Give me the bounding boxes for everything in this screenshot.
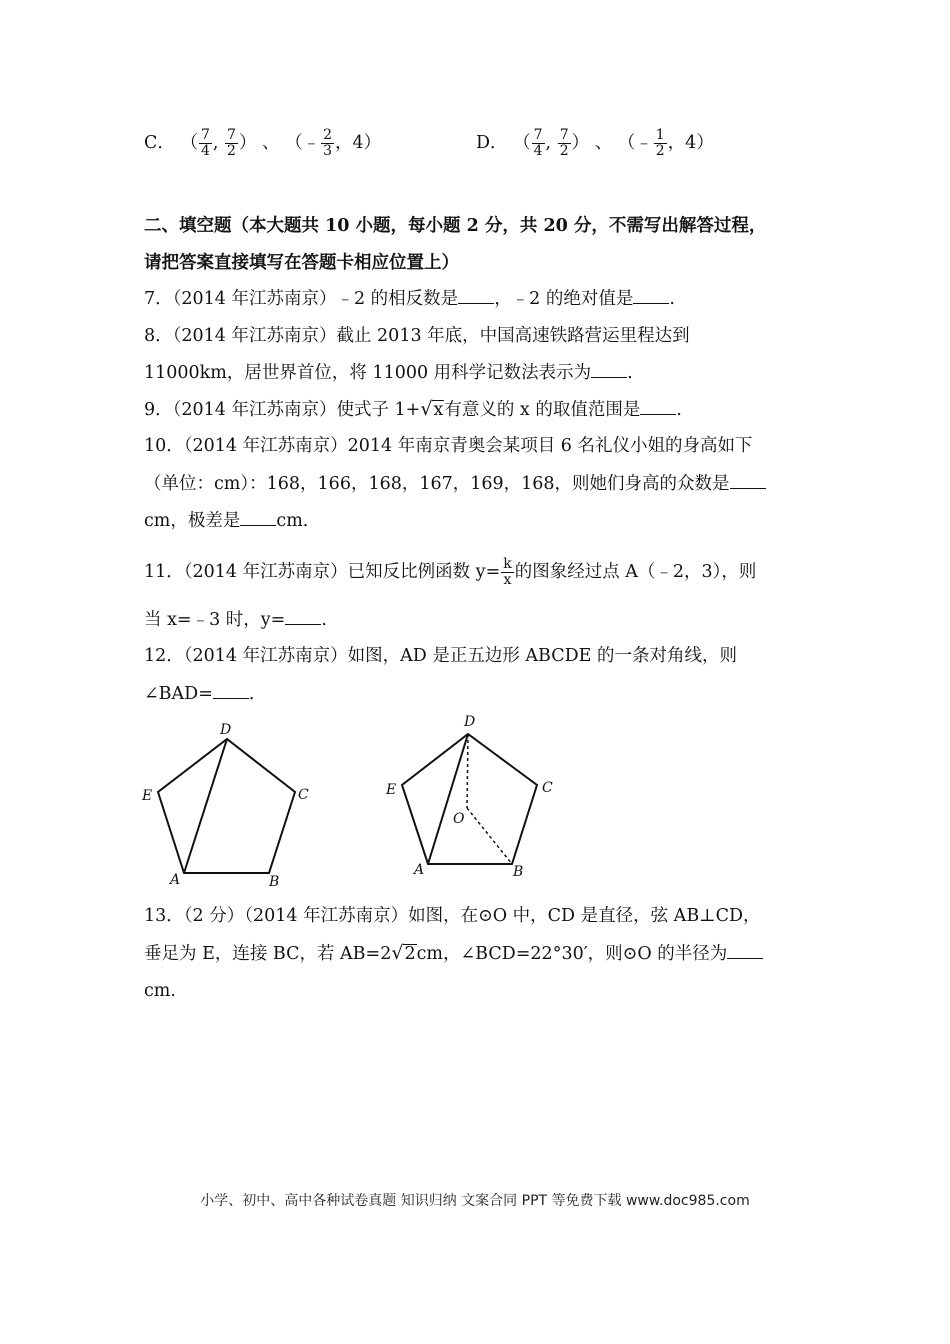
vertex-label-b: B [513, 864, 524, 880]
answer-blank [633, 289, 669, 304]
radical-sign: √ [391, 942, 404, 964]
vertex-label-c: C [542, 780, 553, 796]
fraction: $\frac{7}{4}$ [200, 127, 210, 159]
vertex-label-a: A [170, 872, 181, 888]
fraction: $\frac{k}{x}$ [503, 556, 512, 588]
pentagon-figure-1 [138, 716, 328, 888]
radical-sign: √ [420, 398, 433, 420]
section-heading-line1: 二、填空题（本大题共 10 小题，每小题 2 分，共 20 分，不需写出解答过程， [144, 216, 767, 236]
segment-ob [467, 808, 512, 864]
question-10-line1: 10．（2014 年江苏南京）2014 年南京青奥会某项目 6 名礼仪小姐的身高如下 [144, 436, 753, 456]
vertex-label-d: D [220, 722, 232, 738]
question-8-line2: 11000km，居世界首位，将 11000 用科学记数法表示为 . [144, 363, 633, 383]
question-10-line2: （单位：cm）：168，166，168，167，169，168，则她们身高的众数是 [144, 472, 766, 496]
answer-blank [640, 400, 676, 415]
question-13-line2: 垂足为 E，连接 BC，若 AB=2√2cm，∠BCD=22°30′，则⊙O 的半径为 [144, 941, 763, 966]
page-footer: 小学、初中、高中各种试卷真题 知识归纳 文案合同 PPT 等免费下载 www.doc985.com [200, 1193, 750, 1209]
vertex-label-e: E [142, 788, 153, 804]
answer-blank [591, 363, 627, 378]
question-10-line3: cm，极差是 cm. [144, 511, 309, 531]
answer-blank [730, 474, 766, 489]
fraction: $\frac{7}{4}$ [533, 127, 543, 159]
question-7: 7．（2014 年江苏南京）﹣2 的相反数是 ，﹣2 的绝对值是 . [144, 289, 675, 309]
pentagon-figure-2 [382, 712, 562, 884]
answer-blank [458, 289, 494, 304]
vertex-label-b: B [269, 874, 280, 888]
vertex-label-c: C [298, 787, 309, 803]
answer-blank [727, 944, 763, 959]
question-9: 9．（2014 年江苏南京）使式子 1+√x有意义的 x 的取值范围是 . [144, 398, 682, 420]
question-8-line1: 8．（2014 年江苏南京）截止 2013 年底，中国高速铁路营运里程达到 [144, 326, 690, 346]
question-12-line2: ∠BAD= . [144, 684, 255, 704]
radicand: 2 [404, 944, 416, 964]
answer-blank [240, 511, 276, 526]
option-d-label: D． [476, 133, 508, 153]
vertex-label-a: A [414, 862, 425, 878]
fraction: $\frac{2}{3}$ [323, 127, 333, 159]
diagonal-ad [184, 739, 227, 873]
vertex-label-d: D [464, 714, 476, 730]
option-c-label: C． [144, 133, 175, 153]
vertex-label-e: E [386, 782, 397, 798]
answer-blank [213, 684, 249, 699]
radicand: x [433, 400, 444, 420]
pentagon-outline [158, 739, 295, 873]
question-13-line3: cm. [144, 981, 176, 1001]
answer-blank [285, 610, 321, 625]
segment-od [467, 734, 468, 808]
section-heading-line2: 请把答案直接填写在答题卡相应位置上） [144, 253, 459, 273]
question-12-line1: 12．（2014 年江苏南京）如图，AD 是正五边形 ABCDE 的一条对角线，则 [144, 646, 737, 666]
question-13-line1: 13．（2 分）（2014 年江苏南京）如图，在⊙O 中，CD 是直径，弦 AB⊥CD， [144, 906, 761, 926]
option-c: C． （ $\frac{7}{4}$ , $\frac{7}{2}$ ） 、 （﹣ $\frac{2}{3}$ ，4） [144, 127, 382, 159]
fraction: $\frac{7}{2}$ [227, 127, 236, 159]
pentagon-outline [402, 734, 537, 864]
diagonal-ad [428, 734, 468, 864]
fraction: $\frac{7}{2}$ [559, 127, 569, 159]
fraction: $\frac{1}{2}$ [655, 127, 665, 159]
center-label-o: O [453, 811, 465, 827]
question-11-line1: 11．（2014 年江苏南京）已知反比例函数 y= $\frac{k}{x}$ 的图象经过点 A（﹣2，3），则 [144, 556, 757, 588]
option-d: D． （ $\frac{7}{4}$ , $\frac{7}{2}$ ） 、 （﹣ $\frac{1}{2}$ ，4） [476, 127, 714, 159]
question-11-line2: 当 x=﹣3 时，y= . [144, 610, 327, 630]
